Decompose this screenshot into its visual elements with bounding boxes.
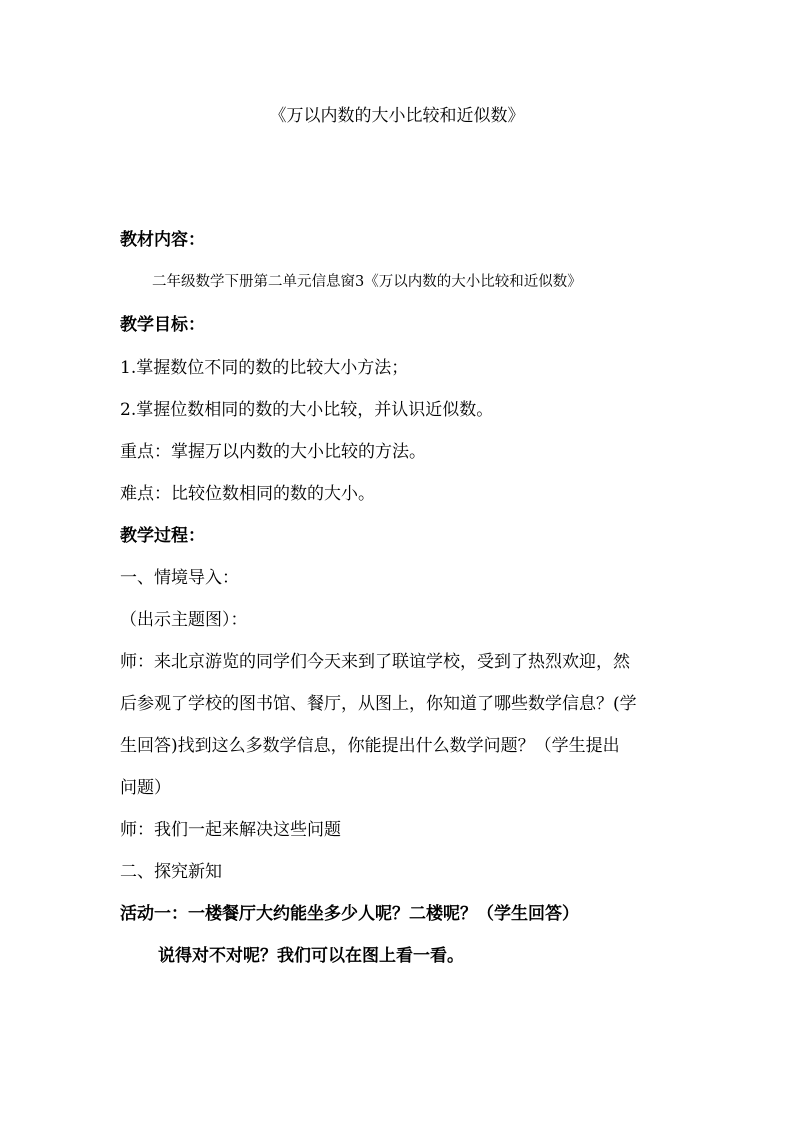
section-heading-materials: 教材内容： [120, 230, 205, 250]
show-picture-note: （出示主题图）： [120, 610, 248, 630]
key-point: 重点：掌握万以内数的大小比较的方法。 [120, 442, 426, 462]
difficult-point: 难点：比较位数相同的数的大小。 [120, 484, 375, 504]
teacher-paragraph-line-2: 后参观了学校的图书馆、餐厅，从图上，你知道了哪些数学信息？(学 [120, 694, 637, 714]
step-intro-heading: 一、情境导入： [120, 568, 239, 588]
teacher-solve-line: 师：我们一起来解决这些问题 [120, 820, 341, 840]
teacher-paragraph-line-1: 师：来北京游览的同学们今天来到了联谊学校，受到了热烈欢迎，然 [120, 652, 630, 672]
teacher-paragraph-line-4: 问题） [120, 778, 171, 798]
materials-text: 二年级数学下册第二单元信息窗3《万以内数的大小比较和近似数》 [152, 274, 582, 290]
section-heading-objectives: 教学目标： [120, 315, 205, 335]
step-explore-heading: 二、探究新知 [120, 862, 222, 882]
objective-1: 1.掌握数位不同的数的比较大小方法； [120, 358, 409, 378]
objective-2: 2.掌握位数相同的数的大小比较，并认识近似数。 [120, 400, 494, 420]
teacher-paragraph-line-3: 生回答)找到这么多数学信息，你能提出什么数学问题？（学生提出 [120, 736, 620, 756]
document-title: 《万以内数的大小比较和近似数》 [269, 106, 525, 126]
activity-one: 活动一：一楼餐厅大约能坐多少人呢？二楼呢？（学生回答） [120, 904, 579, 924]
section-heading-process: 教学过程： [120, 526, 205, 546]
activity-one-followup: 说得对不对呢？我们可以在图上看一看。 [158, 946, 464, 966]
